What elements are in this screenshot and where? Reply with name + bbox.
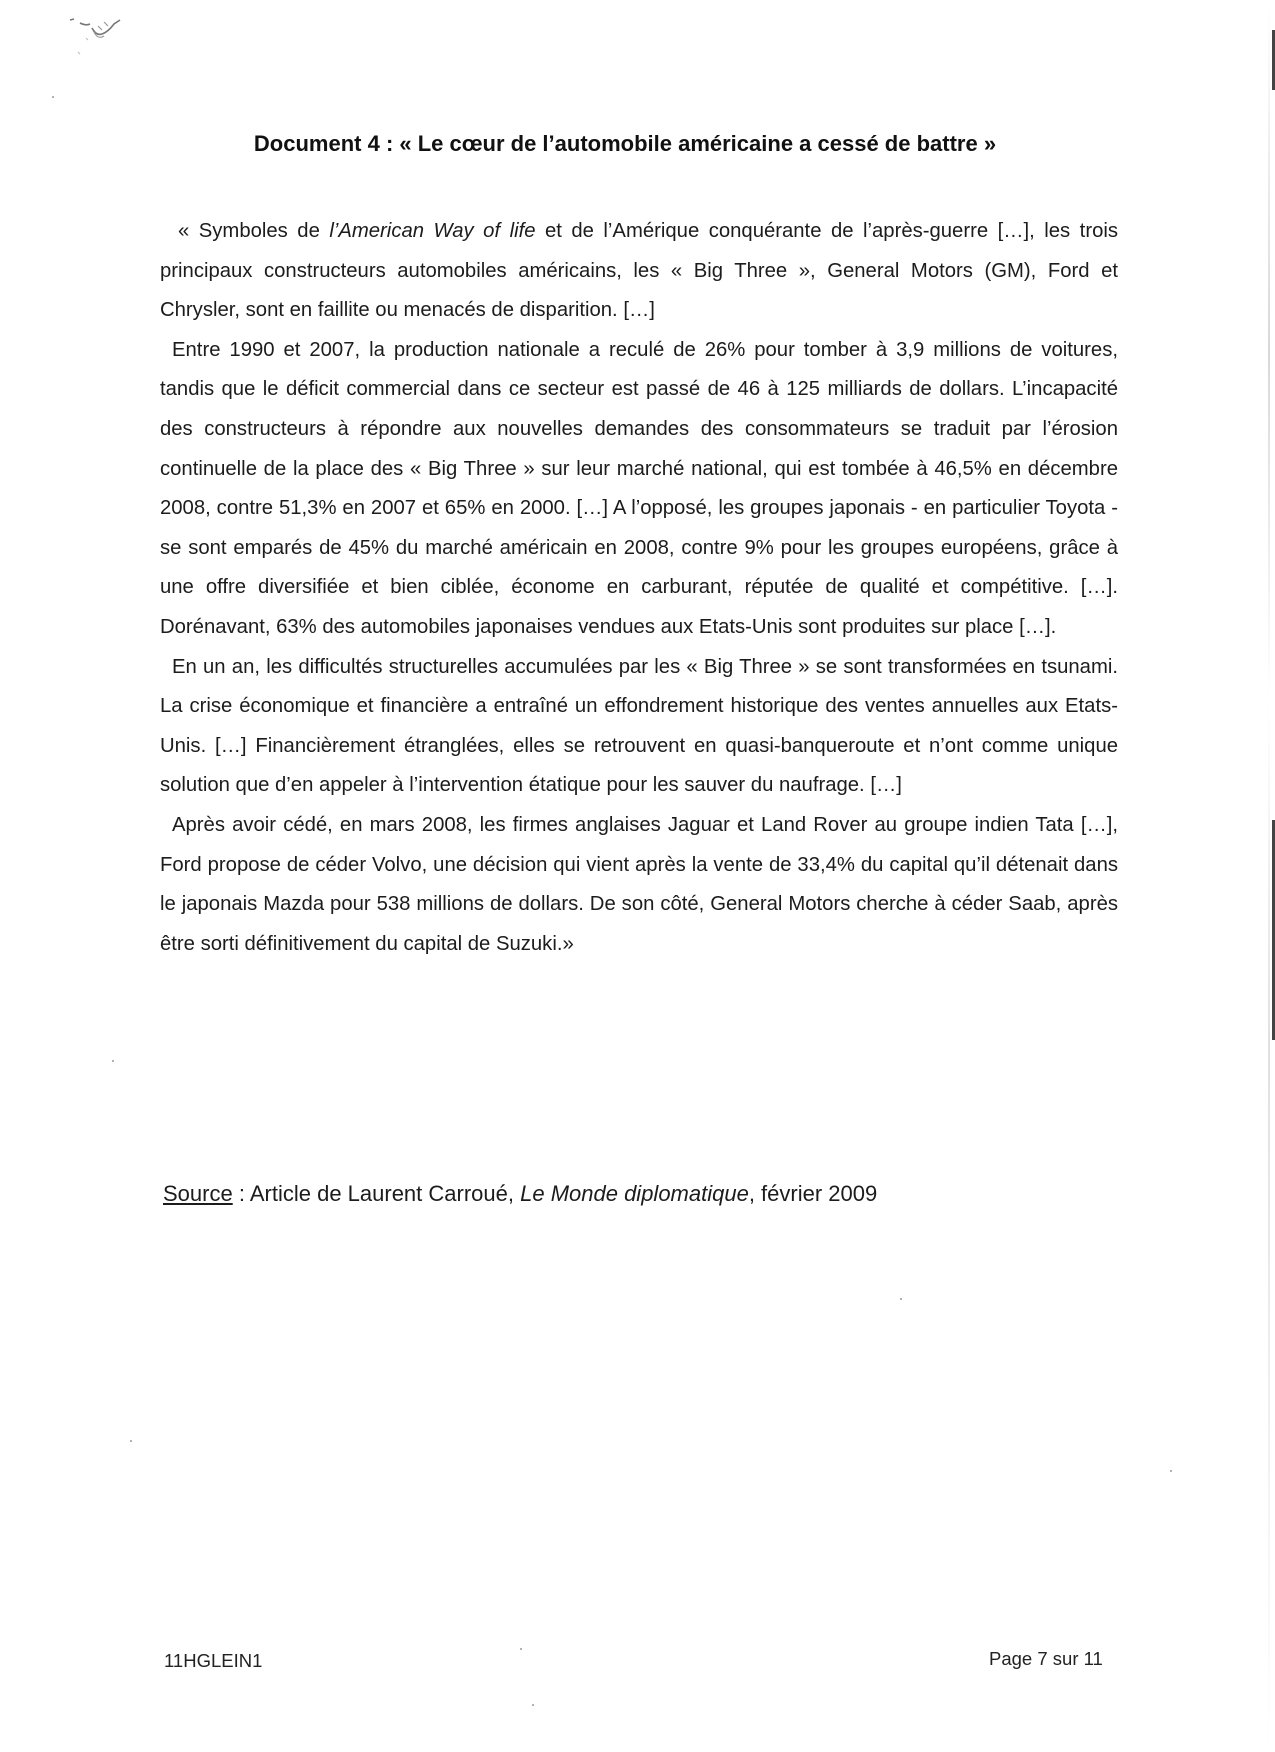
source-separator: : <box>232 1181 250 1206</box>
paragraph-1-end: et de l’Amérique conquérante de l’après-guerre […], les trois principaux constructeurs automobiles américains, les « Big Three », General Motors (GM), Ford et Chrysler, sont en faillite ou menacés de disparition. […] <box>160 220 1118 322</box>
paragraph-1 <box>160 212 1118 331</box>
paragraph-4: Après avoir cédé, en mars 2008, les firmes anglaises Jaguar et Land Rover au groupe indien Tata […], Ford propose de céder Volvo, une décision qui vient après la vente de 33,4% du capital qu’il détenait dans le japonais Mazda pour 538 millions de dollars. De son côté, General Motors cherche à céder Saab, après être sorti définitivement du capital de Suzuki.» <box>160 813 1118 955</box>
scan-speck <box>112 1060 114 1062</box>
article-quote <box>160 212 1118 964</box>
scan-speck <box>900 1298 902 1300</box>
scan-edge <box>1268 0 1270 1752</box>
source-text: Article de Laurent Carroué, <box>249 1181 521 1206</box>
paragraph-1-start: « Symboles de <box>178 220 330 242</box>
paragraph-2: Entre 1990 et 2007, la production nationale a reculé de 26% pour tomber à 3,9 millions de voitures, tandis que le déficit commercial dans ce secteur est passé de 46 à 125 milliards de dollars. L’incapacité des constructeurs à répondre aux nouvelles demandes des consommateurs se traduit par l’érosion continuelle de la place des « Big Three » sur leur marché national, qui est tombée à 46,5% en décembre 2008, contre 51,3% en 2007 et 65% en 2000. […] A l’opposé, les groupes japonais - en particulier Toyota - se sont emparés de 45% du marché américain en 2008, contre 9% pour les groupes européens, grâce à une offre diversifiée et bien ciblée, économe en carburant, réputée de qualité et compétitive. […]. Dorénavant, 63% des automobiles japonaises vendues aux Etats-Unis sont produites sur place […]. <box>160 338 1118 638</box>
document-title: Document 4 : « Le cœur de l’automobile américaine a cessé de battre » <box>253 131 997 156</box>
source-citation <box>163 1181 877 1207</box>
scan-speck <box>130 1440 132 1442</box>
source-label: Source <box>163 1181 233 1206</box>
source-publication: Le Monde diplomatique <box>520 1181 749 1206</box>
footer-page-number: Page 7 sur 11 <box>989 1648 1103 1669</box>
paragraph-3: En un an, les difficultés structurelles accumulées par les « Big Three » se sont transformées en tsunami. La crise économique et financière a entraîné un effondrement historique des ventes annuelles aux Etats-Unis. […] Financièrement étranglées, elles se retrouvent en quasi-banqueroute et n’ont comme unique solution que d’en appeler à l’intervention étatique pour les sauver du naufrage. […] <box>160 655 1118 797</box>
source-date: , février 2009 <box>748 1181 878 1206</box>
scan-speck <box>1170 1470 1172 1472</box>
paragraph-1-italic: l’American Way of life <box>329 220 536 242</box>
scan-speck <box>52 96 54 98</box>
footer-code: 11HGLEIN1 <box>164 1650 263 1671</box>
scan-artifact-icon <box>68 14 138 64</box>
scan-speck <box>520 1648 522 1650</box>
scan-speck <box>532 1704 534 1706</box>
